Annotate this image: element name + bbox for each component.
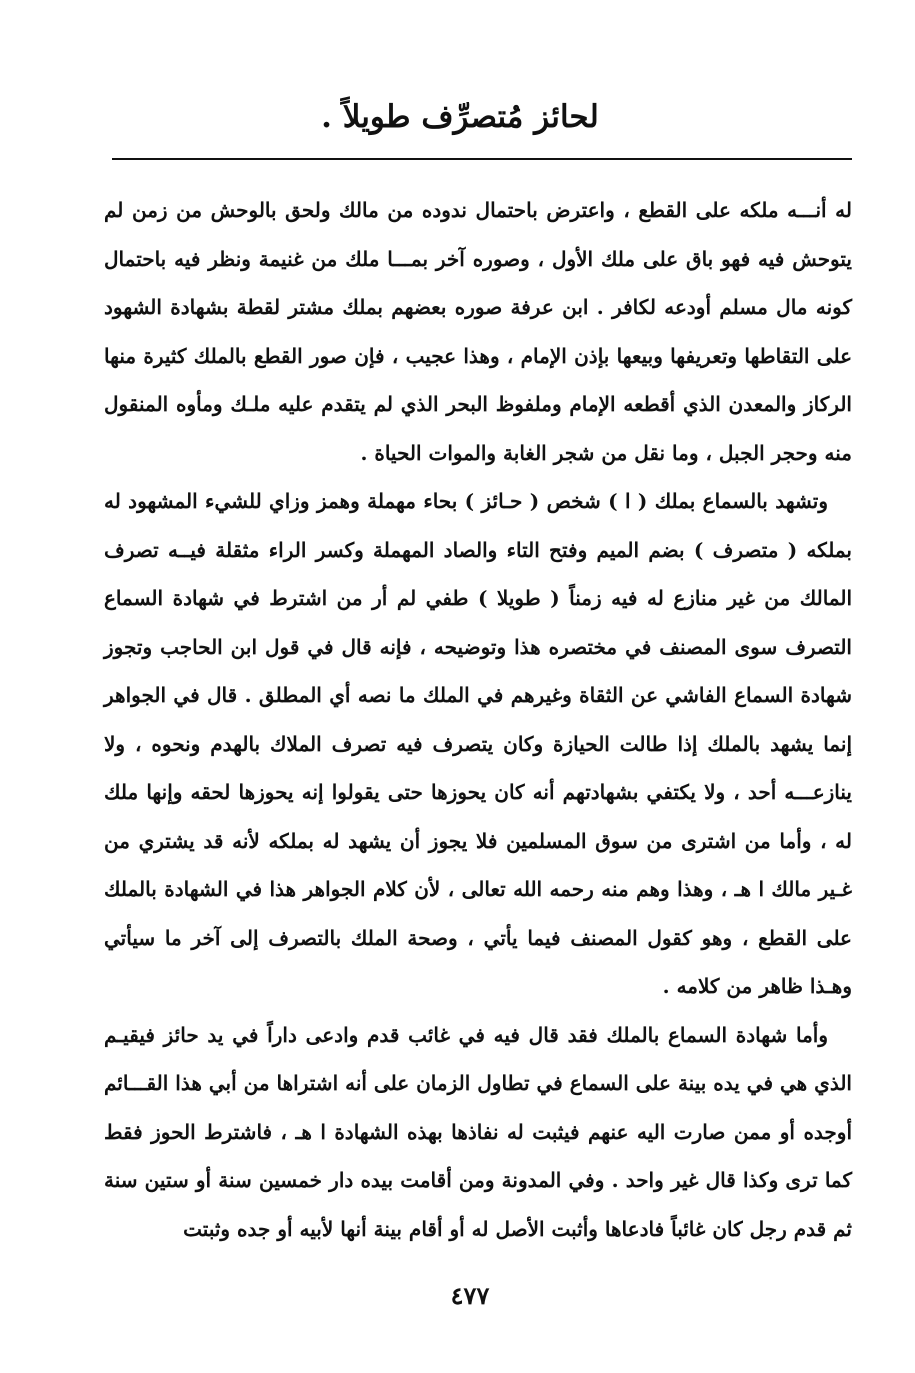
paragraph-3: وأما شهادة السماع بالملك فقد قال فيه في غائب قدم وادعى داراً في يد حائز فيقيـم الذي هي في يده بينة على السماع في تطاول الزمان على أنه اشتراها من أبي هذا القـــائم أوجده أو ممن صارت اليه عنهم فيثبت له نفاذها بهذه الشهادة ا هـ ، فاشترط الحوز فقط كما ترى وكذا قال غير واحد . وفي المدونة ومن أقامت بيده دار خمسين سنة أو ستين سنة ثم قدم رجل كان غائباً فادعاها وأثبت الأصل له أو أقام بينة أنها لأبيه أو جده وثبتت [104,1022,852,1241]
paragraph-2: وتشهد بالسماع بملك ( ا ) شخص ( حـائز ) بحاء مهملة وهمز وزاي للشيء المشهود له بملكه ( متصرف ) بضم الميم وفتح التاء والصاد المهملة وكسر الراء مثقلة فيــه تصرف المالك من غير منازع له فيه زمناً ( طويلا ) طفي لم أر من اشترط في شهادة السماع التصرف سوى المصنف في مختصره هذا وتوضيحه ، فإنه قال في قول ابن الحاجب وتجوز شهادة السماع الفاشي عن الثقاة وغيرهم في الملك ما نصه أي المطلق . قال في الجواهر إنما يشهد بالملك إذا طالت الحيازة وكان يتصرف فيه تصرف الملاك بالهدم ونحوه ، ولا ينازعـــه أحد ، ولا يكتفي بشهادتهم أنه كان يحوزها حتى يقولوا إنه يحوزها لحقه وإنها ملك له ، وأما من اشترى من سوق المسلمين فلا يجوز أن يشهد له بملكه لأنه قد يشتري من غـير مالك ا هـ ، وهذا وهم منه رحمه الله تعالى ، لأن كلام الجواهر هذا في الشهادة بالملك على القطع ، وهو كقول المصنف فيما يأتي ، وصحة الملك بالتصرف إلى آخر ما سيأتي وهـذا ظاهر من كلامه . [104,489,852,998]
body-text [104,186,852,1253]
page-number: ٤٧٧ [450,1281,490,1310]
running-head: لحائز مُتصرِّف طويلاً . [321,99,599,135]
paragraph-1: له أنـــه ملكه على القطع ، واعترض باحتمال ندوده من مالك ولحق بالوحش من زمن لم يتوحش فيه فهو باق على ملك الأول ، وصوره آخر بمـــا ملك من غنيمة ونظر فيه باحتمال كونه مال مسلم أودعه لكافر . ابن عرفة صوره بعضهم بملك مشتر لقطة بشهادة الشهود على التقاطها وتعريفها وبيعها بإذن الإمام ، وهذا عجيب ، فإن صور القطع بالملك كثيرة منها الركاز والمعدن الذي أقطعه الإمام وملفوظ البحر الذي لم يتقدم عليه ملـك ومأوه المنقول منه وحجر الجبل ، وما نقل من شجر الغابة والموات الحياة . [104,198,852,465]
header-rule [112,158,852,160]
